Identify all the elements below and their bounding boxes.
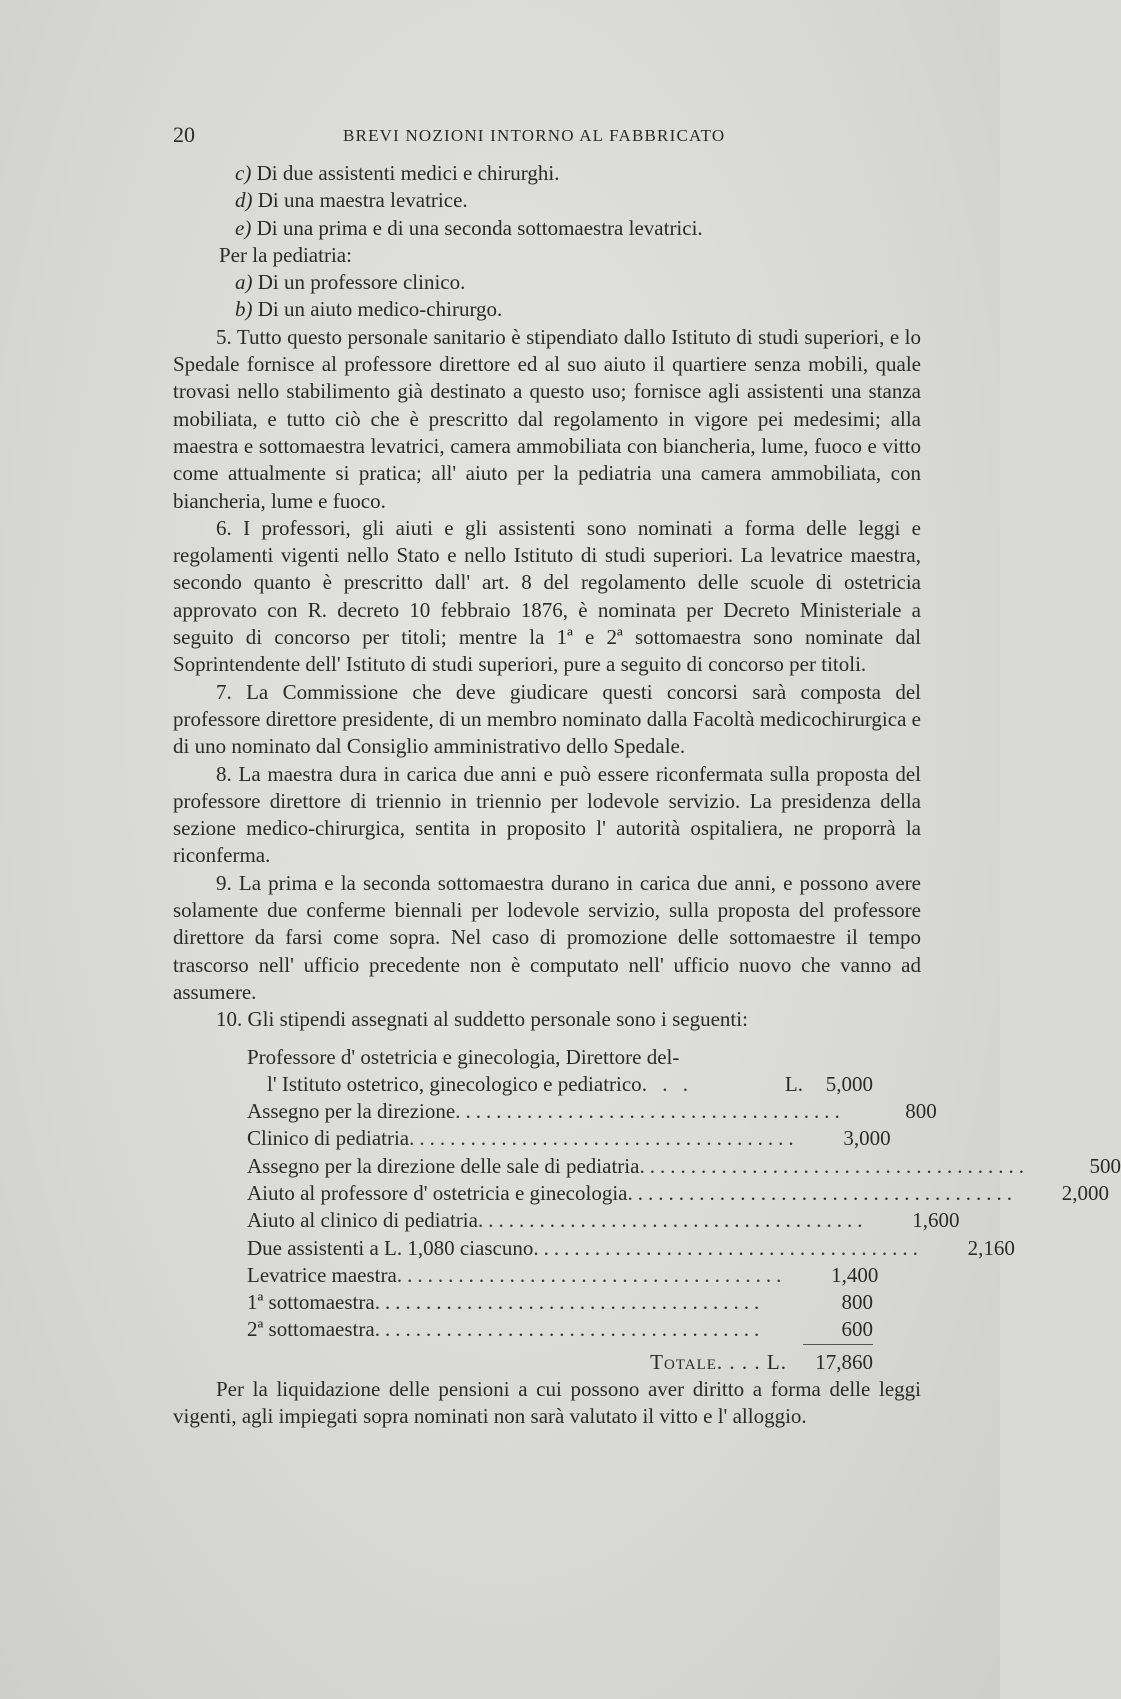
salary-amount: 800	[905, 1099, 937, 1124]
salary-row	[247, 1289, 873, 1316]
final-paragraph: Per la liquidazione delle pensioni a cui possono aver diritto a forma delle leggi vigenti, agli impiegati sopra nominati non sarà valutato il vitto e l' alloggio.	[173, 1377, 921, 1429]
salary-amount: 500	[1089, 1153, 1121, 1178]
salary-label: Assegno per la direzione delle sale di pediatria	[247, 1153, 640, 1178]
dot-leader: ......................................	[455, 1099, 845, 1124]
total-amount: 17,860	[815, 1349, 873, 1374]
salary-label: l' Istituto ostetrico, ginecologico e pediatrico	[267, 1071, 642, 1096]
page-body	[173, 160, 1121, 1431]
dot-leader: ......................................	[374, 1290, 765, 1315]
paragraph-9: 9. La prima e la seconda sottomaestra durano in carica due anni, e possono avere solamente due conferme biennali per lodevole servizio, sulla proposta del professore direttore da farsi come sopra. Nel caso di promozione delle sottomaestre il tempo trascorso nell' ufficio precedente non è computato nell' ufficio nuovo che vanno ad assumere.	[173, 870, 921, 1004]
running-title: BREVI NOZIONI INTORNO AL FABBRICATO	[343, 126, 726, 145]
salary-label: Clinico di pediatria	[247, 1126, 410, 1151]
list-item-text: Di una maestra levatrice.	[257, 188, 468, 213]
salary-row	[247, 1207, 960, 1234]
salary-label: Aiuto al professore d' ostetricia e ginecologia	[247, 1180, 628, 1205]
salary-amount: 1,400	[831, 1262, 879, 1287]
salary-row	[247, 1235, 1015, 1262]
list-item	[173, 269, 921, 296]
salary-label: Levatrice maestra	[247, 1262, 397, 1287]
salary-rows	[247, 1071, 1121, 1345]
dot-leader: ......................................	[533, 1235, 923, 1260]
salary-amount: 2,160	[967, 1235, 1015, 1260]
list-marker: c)	[235, 161, 252, 185]
list-marker: a)	[235, 270, 253, 295]
salary-amount: 2,000	[1061, 1180, 1109, 1205]
salary-row	[247, 1153, 1121, 1180]
salary-row	[247, 1180, 1109, 1207]
dot-leader: ......................................	[396, 1262, 787, 1287]
dot-leader: ......................................	[409, 1126, 799, 1151]
paragraph-7: 7. La Commissione che deve giudicare questi concorsi sarà composta del professore direttore presidente, di un membro nominato dalla Facoltà medicochirurgica e di uno nominato dal Consiglio amministrativo dello Spedale.	[173, 679, 921, 759]
list-item-text: Di un aiuto medico-chirurgo.	[257, 297, 503, 322]
salary-amount: 1,600	[912, 1208, 960, 1233]
salary-amount: 3,000	[843, 1126, 891, 1151]
list-marker: e)	[235, 215, 252, 240]
salary-label: 2ª sottomaestra	[247, 1317, 375, 1342]
list-item	[173, 215, 921, 242]
salary-label: Aiuto al clinico di pediatria	[247, 1208, 478, 1233]
salary-table-intro: Professore d' ostetricia e ginecologia, Direttore del-	[247, 1044, 680, 1069]
salary-label: Assegno per la direzione	[247, 1099, 456, 1124]
salary-label: Due assistenti a L. 1,080 ciascuno	[247, 1235, 534, 1260]
dot-leader: . . .	[641, 1071, 693, 1096]
list-marker: b)	[235, 297, 253, 322]
salary-amount: 600	[803, 1316, 873, 1344]
salary-total-row	[247, 1349, 873, 1376]
total-label: Totale. . . . L.	[650, 1349, 787, 1374]
paragraph-5: 5. Tutto questo personale sanitario è stipendiato dallo Istituto di studi superiori, e lo Spedale fornisce al professore direttore ed al suo aiuto il quartiere senza mobili, quale trovasi nello stabilimento già destinato a questo uso; fornisce agli assistenti una stanza mobiliata, e tutto ciò che è prescritto dal regolamento in vigore pei medesimi; alla maestra e sottomaestra levatrici, camera ammobiliata con biancheria, lume, fuoco e vitto come attualmente si pratica; all' aiuto per la pediatria una camera ammobiliata, con biancheria, lume e fuoco.	[173, 324, 921, 513]
dot-leader: ......................................	[639, 1153, 1029, 1178]
paragraph-8: 8. La maestra dura in carica due anni e può essere riconfermata sulla proposta del professore direttore di triennio in triennio per lodevole servizio. La presidenza della sezione medico-chirurgica, sentita in proposito l' autorità ospitaliera, ne proporrà la riconferma.	[173, 761, 921, 868]
list-item-text: Di una prima e di una seconda sottomaestra levatrici.	[256, 215, 703, 240]
page-header	[173, 122, 743, 152]
currency-mark: L.	[784, 1071, 803, 1096]
paragraph-6: 6. I professori, gli aiuti e gli assistenti sono nominati a forma delle leggi e regolamenti vigenti nello Stato e nello Istituto di studi superiori. La levatrice maestra, secondo quanto è prescritto dall' art. 8 del regolamento delle scuole di ostetricia approvato con R. decreto 10 febbraio 1876, è nominata per Decreto Ministeriale a seguito di concorso per titoli; mentre la 1ª e 2ª sottomaestra sono nominate dal Soprintendente dell' Istituto di studi superiori, pure a seguito di concorso per titoli.	[173, 515, 921, 677]
list-item	[173, 160, 921, 187]
salary-row	[247, 1098, 937, 1125]
salary-label: 1ª sottomaestra	[247, 1290, 375, 1315]
list-item-text: Di due assistenti medici e chirurghi.	[256, 161, 560, 185]
dot-leader: ......................................	[374, 1317, 765, 1342]
page-number: 20	[173, 122, 195, 147]
salary-row	[247, 1262, 879, 1289]
salary-amount: 800	[841, 1290, 873, 1315]
list-item	[173, 296, 921, 323]
list-item-text: Di un professore clinico.	[257, 270, 466, 295]
list-marker: d)	[235, 188, 253, 213]
paragraph-10: 10. Gli stipendi assegnati al suddetto personale sono i seguenti:	[216, 1007, 748, 1032]
pediatrics-heading: Per la pediatria:	[219, 242, 352, 267]
dot-leader: ......................................	[477, 1208, 868, 1233]
salary-row	[247, 1071, 873, 1098]
salary-amount: 5,000	[825, 1071, 873, 1096]
dot-leader: ......................................	[627, 1180, 1017, 1205]
salary-table	[247, 1044, 1121, 1377]
salary-row	[247, 1316, 873, 1344]
list-item	[173, 187, 921, 214]
salary-row	[247, 1125, 891, 1152]
